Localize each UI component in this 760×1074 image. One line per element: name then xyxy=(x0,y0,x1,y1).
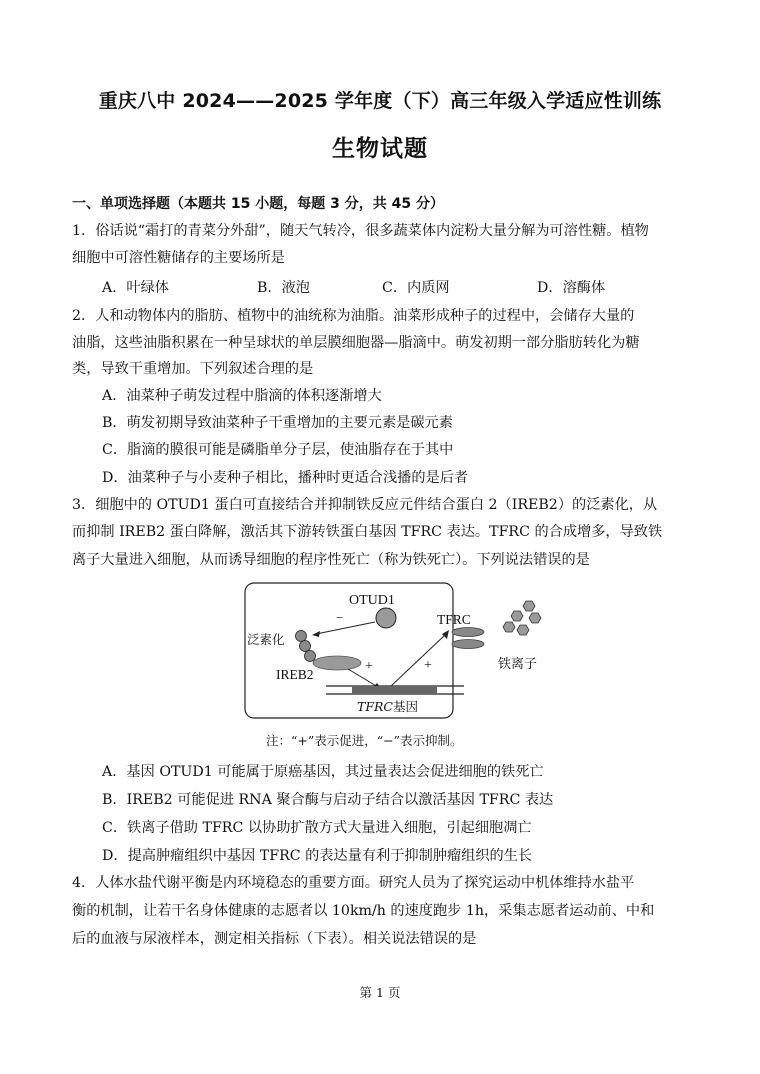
figure-note: 注：“+”表示促进，“−”表示抑制。 xyxy=(266,733,463,748)
plus-sign-2: + xyxy=(424,658,432,673)
q3-line: 而抑制 IREB2 蛋白降解，激活其下游转铁蛋白基因 TFRC 表达。TFRC 的合成增多，导致铁 xyxy=(72,524,663,540)
promote-arrowhead-2 xyxy=(442,630,449,639)
q1-option-c: C．内质网 xyxy=(382,280,450,296)
q3-line: 离子大量进入细胞，从而诱导细胞的程序性死亡（称为铁死亡）。下列说法错误的是 xyxy=(72,552,590,568)
promote-arrow-1 xyxy=(348,669,378,687)
iron-ions xyxy=(456,598,566,678)
iron-ion xyxy=(517,625,529,635)
otud1-protein xyxy=(376,608,396,628)
inhibit-arrowhead xyxy=(312,631,320,637)
q3-option-d: D．提高肿瘤组织中基因 TFRC 的表达量有利于抑制肿瘤组织的生长 xyxy=(102,848,533,864)
q3-line: 3．细胞中的 OTUD1 蛋白可直接结合并抑制铁反应元件结合蛋白 2（IREB2）的泛素化，从 xyxy=(72,497,658,513)
q1-line: 细胞中可溶性糖储存的主要场所是 xyxy=(72,250,285,266)
iron-ion xyxy=(523,601,535,611)
q2-option-a: A．油菜种子萌发过程中脂滴的体积逐渐增大 xyxy=(102,388,382,404)
q2-line: 2．人和动物体内的脂肪、植物中的油统称为油脂。油菜形成种子的过程中，会储存大量的 xyxy=(72,308,635,324)
q2-line: 类，导致干重增加。下列叙述合理的是 xyxy=(72,361,314,377)
section-heading: 一、单项选择题（本题共 15 小题，每题 3 分，共 45 分） xyxy=(72,196,444,212)
minus-sign: − xyxy=(336,610,344,625)
ubiquitin-3 xyxy=(305,651,316,662)
q4-line: 衡的机制，让若干名身体健康的志愿者以 10km/h 的速度跑步 1h，采集志愿者运动前、中和 xyxy=(72,903,655,919)
q1-line: 1．俗话说“霜打的青菜分外甜”，随天气转冷，很多蔬菜体内淀粉大量分解为可溶性糖。植物 xyxy=(72,223,649,239)
q3-option-c: C．铁离子借助 TFRC 以协助扩散方式大量进入细胞，引起细胞凋亡 xyxy=(102,820,532,836)
page-number: 第 1 页 xyxy=(359,985,401,1000)
ubiquitination-label: 泛素化 xyxy=(247,632,285,647)
promote-arrow-2 xyxy=(390,635,445,687)
q2-option-b: B．萌发初期导致油菜种子干重增加的主要元素是碳元素 xyxy=(102,415,453,431)
q3-option-a: A．基因 OTUD1 可能属于原癌基因，其过量表达会促进细胞的铁死亡 xyxy=(102,764,544,780)
ubiquitin-2 xyxy=(300,641,311,652)
ireb2-label: IREB2 xyxy=(276,667,314,682)
exam-subtitle: 生物试题 xyxy=(332,136,428,162)
iron-label: 铁离子 xyxy=(498,657,538,672)
gene-label: TFRC基因 xyxy=(357,699,419,714)
q3-option-b: B．IREB2 可能促进 RNA 聚合酶与启动子结合以激活基因 TFRC 表达 xyxy=(102,792,554,808)
iron-ion xyxy=(511,611,523,621)
exam-title: 重庆八中 2024——2025 学年度（下）高三年级入学适应性训练 xyxy=(98,90,662,112)
q1-option-d: D．溶酶体 xyxy=(537,280,606,296)
otud1-label: OTUD1 xyxy=(349,593,395,608)
q2-option-c: C．脂滴的膜很可能是磷脂单分子层，使油脂存在于其中 xyxy=(102,442,454,458)
q2-option-d: D．油菜种子与小麦种子相比，播种时更适合浅播的是后者 xyxy=(102,470,469,486)
q1-option-a: A．叶绿体 xyxy=(102,280,169,296)
plus-sign-1: + xyxy=(365,659,373,674)
q1-option-b: B．液泡 xyxy=(257,280,310,296)
tfrc-label: TFRC xyxy=(437,612,471,627)
ubiquitin-1 xyxy=(296,631,307,642)
ireb2-protein xyxy=(313,656,361,670)
q4-line: 后的血液与尿液样本，测定相关指标（下表）。相关说法错误的是 xyxy=(72,931,477,947)
q4-line: 4．人体水盐代谢平衡是内环境稳态的重要方面。研究人员为了探究运动中机体维持水盐平 xyxy=(72,875,635,891)
tfrc-gene-segment xyxy=(352,686,437,694)
inhibit-arrow xyxy=(316,622,375,634)
iron-ion xyxy=(529,613,541,623)
q2-line: 油脂，这些油脂积累在一种呈球状的单层膜细胞器—脂滴中。萌发初期一部分脂肪转化为糖 xyxy=(72,335,640,351)
iron-ion xyxy=(503,622,515,632)
ferroptosis-diagram xyxy=(244,582,471,720)
